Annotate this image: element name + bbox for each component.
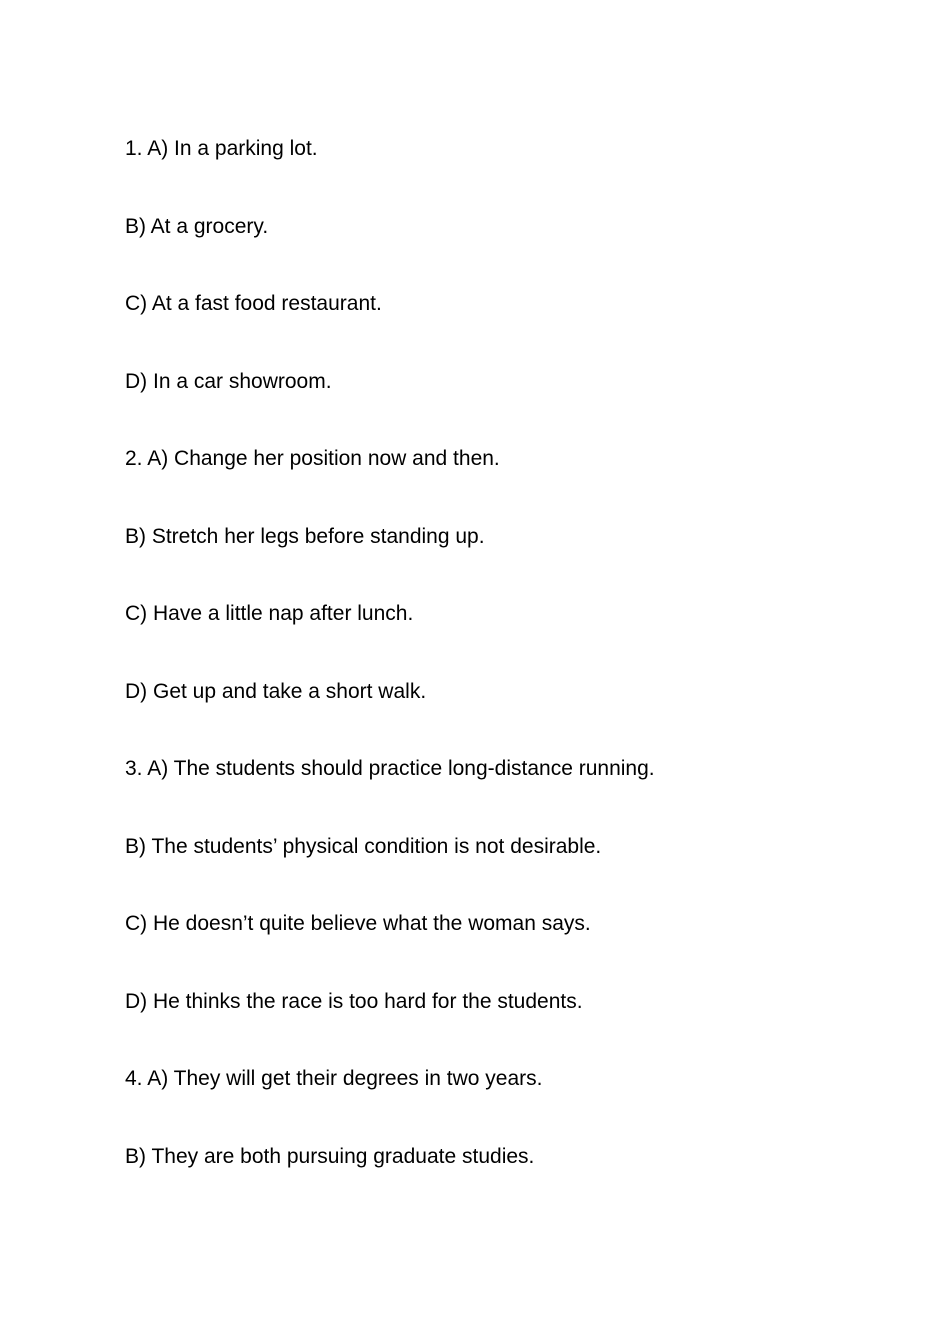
q2-option-b: B) Stretch her legs before standing up. <box>125 524 485 548</box>
q1-option-c: C) At a fast food restaurant. <box>125 292 382 315</box>
q3-option-a: 3. A) The students should practice long-distance running. <box>125 757 655 780</box>
q1-option-b: B) At a grocery. <box>125 214 269 238</box>
q3-option-b: B) The students’ physical condition is not desirable. <box>125 834 602 858</box>
q2-option-a: 2. A) Change her position now and then. <box>125 447 500 470</box>
q3-option-c: C) He doesn’t quite believe what the woman says. <box>125 912 591 935</box>
q2-option-d: D) Get up and take a short walk. <box>125 679 427 703</box>
q1-option-d: D) In a car showroom. <box>125 369 332 393</box>
q1-option-a: 1. A) In a parking lot. <box>125 137 318 160</box>
q4-option-b: B) They are both pursuing graduate studies. <box>125 1144 535 1168</box>
q4-option-a: 4. A) They will get their degrees in two years. <box>125 1067 543 1090</box>
q3-option-d: D) He thinks the race is too hard for the students. <box>125 989 583 1013</box>
question-options-list <box>125 136 655 1221</box>
q2-option-c: C) Have a little nap after lunch. <box>125 602 414 625</box>
